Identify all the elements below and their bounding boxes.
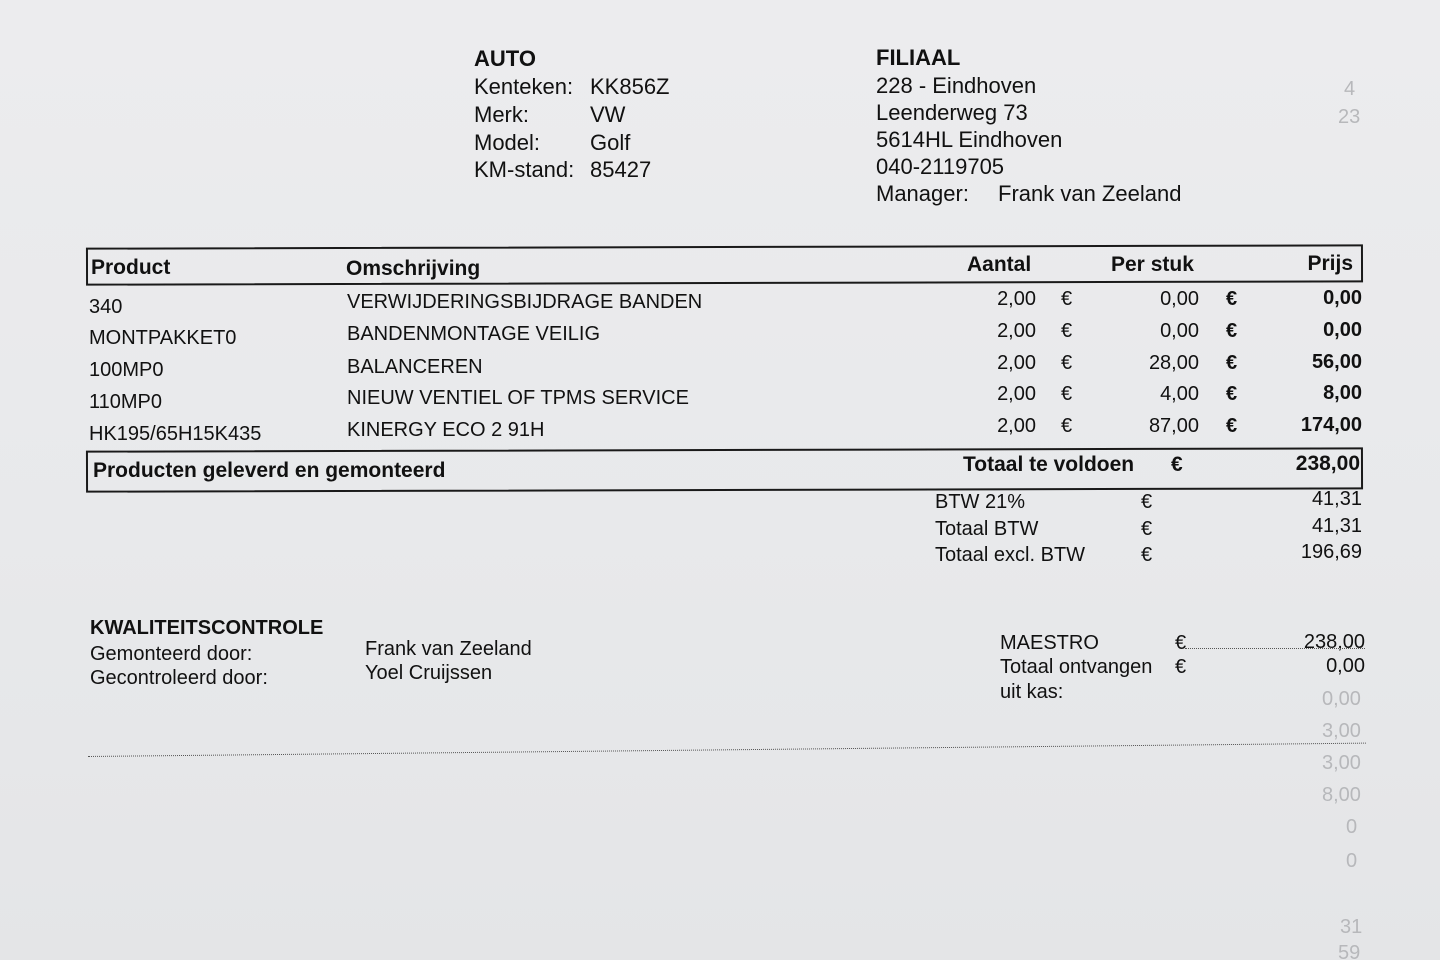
row-omschrijving: BALANCEREN bbox=[347, 356, 483, 378]
filiaal-line-3: 5614HL Eindhoven bbox=[876, 127, 1063, 152]
row-per-stuk: 0,00 bbox=[1160, 288, 1199, 310]
col-header-omschrijving: Omschrijving bbox=[346, 257, 481, 280]
gecontroleerd-value: Yoel Cruijssen bbox=[365, 662, 493, 684]
dotted-divider bbox=[1185, 648, 1365, 649]
showthrough-text: 3,00 bbox=[1322, 720, 1361, 742]
row-currency: € bbox=[1226, 288, 1238, 310]
kwaliteit-heading: KWALITEITSCONTROLE bbox=[90, 617, 324, 639]
kas-label: uit kas: bbox=[1000, 681, 1064, 703]
row-aantal: 2,00 bbox=[997, 320, 1036, 342]
row-prijs: 8,00 bbox=[1323, 382, 1362, 404]
gemonteerd-label: Gemonteerd door: bbox=[90, 643, 253, 665]
filiaal-heading: FILIAAL bbox=[876, 45, 961, 70]
row-product: 340 bbox=[89, 296, 123, 318]
row-aantal: 2,00 bbox=[997, 383, 1036, 405]
row-aantal: 2,00 bbox=[997, 288, 1036, 310]
showthrough-text: 31 bbox=[1340, 916, 1363, 938]
showthrough-text: 0,00 bbox=[1322, 688, 1361, 710]
auto-value-km: 85427 bbox=[590, 157, 652, 182]
row-currency: € bbox=[1061, 288, 1073, 310]
showthrough-text: 8,00 bbox=[1322, 784, 1361, 806]
row-prijs: 0,00 bbox=[1323, 287, 1362, 309]
showthrough-text: 3,00 bbox=[1322, 752, 1361, 774]
maestro-value: 238,00 bbox=[1303, 631, 1365, 653]
total-label: Totaal te voldoen bbox=[963, 453, 1135, 476]
row-per-stuk: 87,00 bbox=[1148, 415, 1199, 437]
gecontroleerd-label: Gecontroleerd door: bbox=[90, 667, 268, 689]
filiaal-line-2: Leenderweg 73 bbox=[876, 100, 1028, 125]
row-per-stuk: 28,00 bbox=[1148, 352, 1199, 374]
row-product: 100MP0 bbox=[89, 359, 164, 381]
auto-label-merk: Merk: bbox=[474, 102, 529, 127]
btw-currency: € bbox=[1141, 491, 1153, 513]
excl-btw-currency: € bbox=[1141, 544, 1153, 566]
total-currency: € bbox=[1171, 453, 1183, 476]
showthrough-text: 59 bbox=[1338, 942, 1361, 960]
filiaal-manager-label: Manager: bbox=[876, 181, 969, 206]
gemonteerd-value: Frank van Zeeland bbox=[365, 638, 532, 660]
dotted-divider bbox=[88, 743, 1366, 757]
row-aantal: 2,00 bbox=[997, 415, 1036, 437]
showthrough-text: 4 bbox=[1344, 78, 1356, 100]
row-omschrijving: VERWIJDERINGSBIJDRAGE BANDEN bbox=[347, 291, 703, 313]
btw-value: 41,31 bbox=[1311, 488, 1362, 510]
row-omschrijving: BANDENMONTAGE VEILIG bbox=[347, 323, 601, 345]
totaal-btw-label: Totaal BTW bbox=[935, 518, 1039, 540]
row-currency: € bbox=[1061, 320, 1073, 342]
row-currency: € bbox=[1061, 352, 1073, 374]
col-header-aantal: Aantal bbox=[967, 253, 1032, 276]
auto-label-model: Model: bbox=[474, 130, 541, 155]
row-currency: € bbox=[1061, 383, 1073, 405]
row-product: MONTPAKKET0 bbox=[89, 327, 237, 349]
showthrough-text: 23 bbox=[1338, 106, 1361, 128]
row-product: 110MP0 bbox=[89, 391, 163, 413]
btw-label: BTW 21% bbox=[935, 491, 1026, 513]
row-aantal: 2,00 bbox=[997, 352, 1036, 374]
totaal-btw-currency: € bbox=[1141, 518, 1153, 540]
excl-btw-value: 196,69 bbox=[1300, 541, 1362, 563]
totaal-btw-value: 41,31 bbox=[1311, 515, 1362, 537]
row-prijs: 56,00 bbox=[1311, 351, 1362, 373]
auto-value-merk: VW bbox=[590, 102, 626, 127]
ontvangen-value: 0,00 bbox=[1326, 655, 1365, 677]
row-omschrijving: NIEUW VENTIEL OF TPMS SERVICE bbox=[347, 387, 689, 409]
row-currency: € bbox=[1061, 415, 1073, 437]
row-currency: € bbox=[1226, 383, 1238, 405]
col-header-prijs: Prijs bbox=[1307, 252, 1353, 275]
auto-value-model: Golf bbox=[590, 130, 631, 155]
row-currency: € bbox=[1226, 320, 1238, 342]
col-header-per-stuk: Per stuk bbox=[1111, 253, 1194, 276]
row-product: HK195/65H15K435 bbox=[89, 423, 262, 445]
maestro-label: MAESTRO bbox=[1000, 632, 1099, 654]
filiaal-line-1: 228 - Eindhoven bbox=[876, 73, 1037, 98]
maestro-currency: € bbox=[1175, 632, 1187, 654]
showthrough-text: 0 bbox=[1346, 850, 1358, 872]
showthrough-text: 0 bbox=[1346, 816, 1358, 838]
row-prijs: 0,00 bbox=[1323, 319, 1362, 341]
ontvangen-currency: € bbox=[1175, 656, 1187, 678]
filiaal-line-4: 040-2119705 bbox=[876, 154, 1005, 179]
auto-label-km: KM-stand: bbox=[474, 157, 575, 182]
col-header-product: Product bbox=[91, 256, 171, 279]
row-omschrijving: KINERGY ECO 2 91H bbox=[347, 419, 545, 441]
auto-label-kenteken: Kenteken: bbox=[474, 74, 574, 99]
row-prijs: 174,00 bbox=[1300, 414, 1362, 436]
auto-heading: AUTO bbox=[474, 46, 536, 71]
row-per-stuk: 0,00 bbox=[1160, 320, 1199, 342]
total-note: Producten geleverd en gemonteerd bbox=[93, 459, 446, 482]
ontvangen-label: Totaal ontvangen bbox=[1000, 656, 1153, 678]
excl-btw-label: Totaal excl. BTW bbox=[935, 544, 1086, 566]
row-currency: € bbox=[1226, 352, 1238, 374]
row-per-stuk: 4,00 bbox=[1160, 383, 1199, 405]
total-value: 238,00 bbox=[1295, 452, 1360, 475]
filiaal-manager-value: Frank van Zeeland bbox=[998, 181, 1182, 206]
row-currency: € bbox=[1226, 415, 1238, 437]
auto-value-kenteken: KK856Z bbox=[590, 74, 670, 99]
